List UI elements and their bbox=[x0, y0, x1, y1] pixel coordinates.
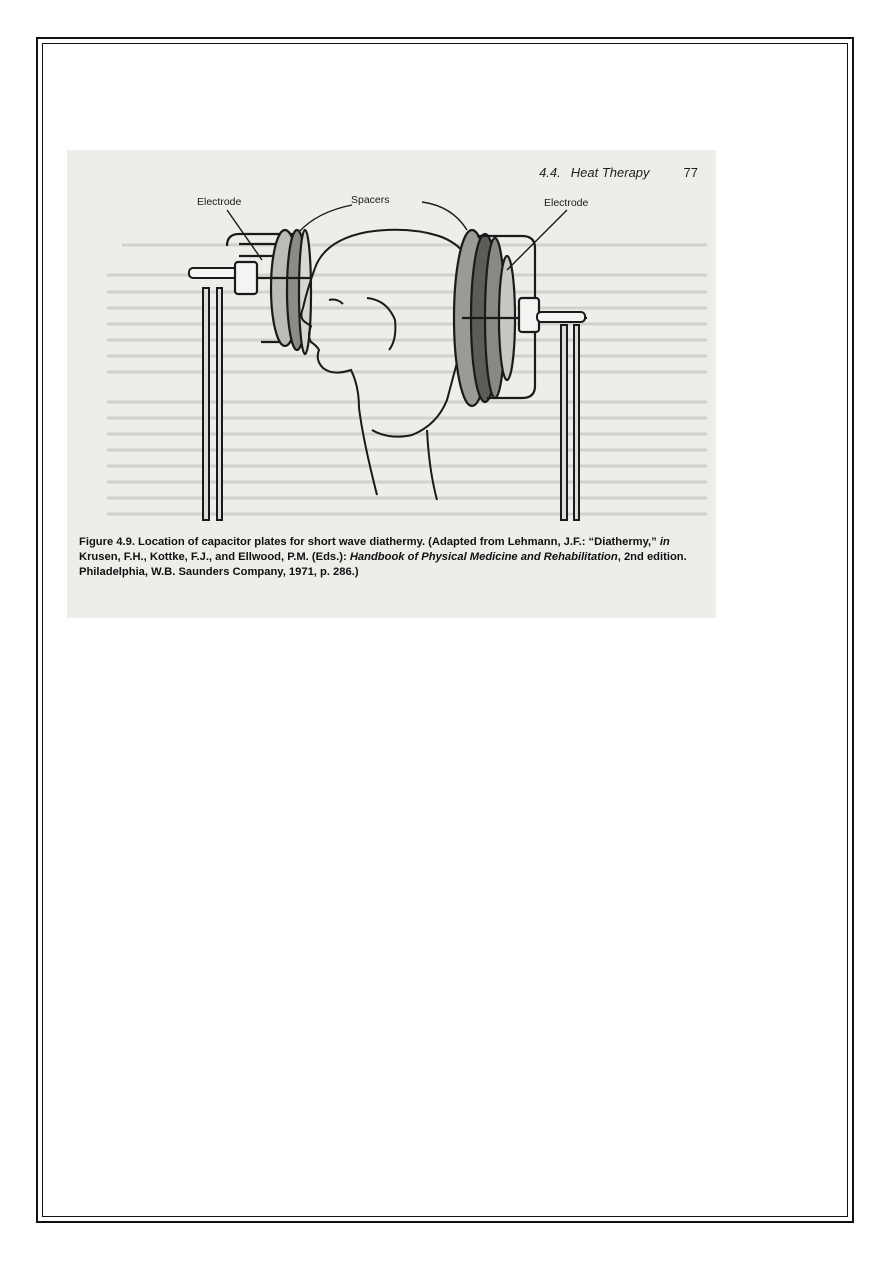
page-number: 77 bbox=[683, 165, 698, 180]
section-number: 4.4. bbox=[539, 165, 561, 180]
right-stand bbox=[537, 312, 585, 520]
label-electrode-right: Electrode bbox=[544, 197, 589, 209]
section-title: Heat Therapy bbox=[570, 165, 650, 180]
caption-text-2: Krusen, F.H., Kottke, F.J., and Ellwood, P.M. (Eds.): bbox=[79, 551, 350, 563]
caption-text-3: , 2nd edition. Philadelphia, W.B. Saunders Company, 1971, p. 286.) bbox=[79, 551, 687, 578]
running-header bbox=[539, 165, 698, 180]
background-text-lines bbox=[107, 245, 707, 514]
label-spacers: Spacers bbox=[351, 194, 390, 206]
figure-caption bbox=[79, 535, 709, 580]
caption-book-title: Handbook of Physical Medicine and Rehabilitation bbox=[349, 551, 618, 563]
caption-text-1: Figure 4.9. Location of capacitor plates for short wave diathermy. (Adapted from Lehmann, J.F.: “Diathermy,” bbox=[79, 536, 660, 548]
scanned-figure bbox=[67, 150, 716, 618]
label-electrode-left: Electrode bbox=[197, 196, 242, 208]
head-silhouette bbox=[301, 230, 472, 500]
caption-in: in bbox=[659, 536, 670, 548]
